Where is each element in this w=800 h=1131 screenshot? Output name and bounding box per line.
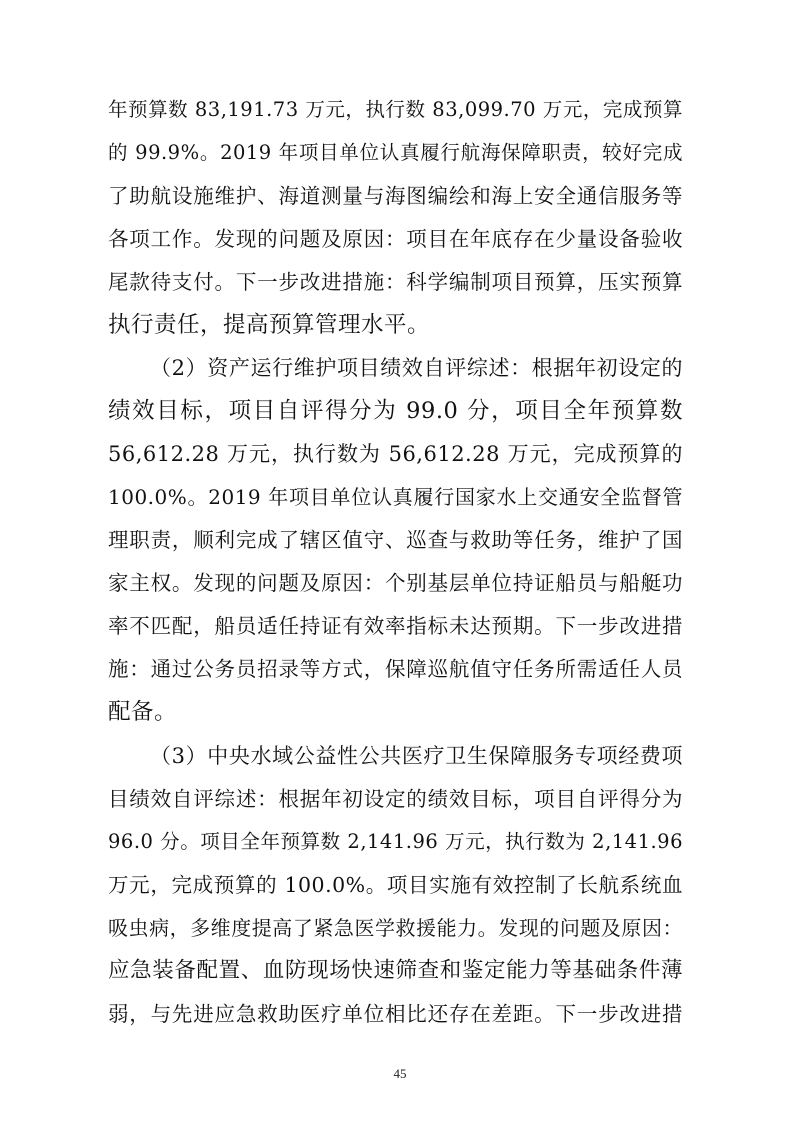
text-line: 执行责任，提高预算管理水平。	[108, 312, 431, 338]
text-line: 96.0 分。项目全年预算数 2,141.96 万元，执行数为 2,141.96	[108, 830, 683, 853]
text-line: 年预算数 83,191.73 万元，执行数 83,099.70 万元，完成预算	[108, 98, 683, 121]
page-number: 45	[393, 1066, 407, 1081]
text-line: 绩效目标，项目自评得分为 99.0 分，项目全年预算数	[108, 398, 683, 424]
text-line: 理职责，顺利完成了辖区值守、巡查与救助等任务，维护了国	[108, 528, 683, 552]
text-line: 吸虫病，多维度提高了紧急医学救援能力。发现的问题及原因：	[108, 916, 683, 940]
text-line: 了助航设施维护、海道测量与海图编绘和海上安全通信服务等	[108, 184, 683, 208]
text-line: 配备。	[108, 699, 178, 725]
text-line: 尾款待支付。下一步改进措施：科学编制项目预算，压实预算	[108, 270, 683, 294]
text-line: 家主权。发现的问题及原因：个别基层单位持证船员与船艇功	[108, 571, 683, 595]
text-line: 应急装备配置、血防现场快速筛查和鉴定能力等基础条件薄	[108, 958, 683, 983]
text-line: 各项工作。发现的问题及原因：项目在年底存在少量设备验收	[108, 227, 683, 251]
text-line: 弱，与先进应急救助医疗单位相比还存在差距。下一步改进措	[108, 1002, 683, 1026]
text-line: 率不匹配，船员适任持证有效率指标未达预期。下一步改进措	[108, 614, 683, 638]
text-line: 目绩效自评综述：根据年初设定的绩效目标，项目自评得分为	[108, 787, 683, 811]
paragraph-heading-2: （2）资产运行维护项目绩效自评综述：根据年初设定的	[150, 356, 683, 380]
text-line: 100.0%。2019 年项目单位认真履行国家水上交通安全监督管	[108, 485, 683, 509]
paragraph-heading-3: （3）中央水域公益性公共医疗卫生保障服务专项经费项	[150, 744, 683, 768]
text-line: 的 99.9%。2019 年项目单位认真履行航海保障职责，较好完成	[108, 141, 683, 164]
text-line: 万元，完成预算的 100.0%。项目实施有效控制了长航系统血	[108, 873, 683, 897]
text-line: 56,612.28 万元，执行数为 56,612.28 万元，完成预算的	[108, 442, 683, 466]
text-line: 施：通过公务员招录等方式，保障巡航值守任务所需适任人员	[108, 657, 683, 681]
